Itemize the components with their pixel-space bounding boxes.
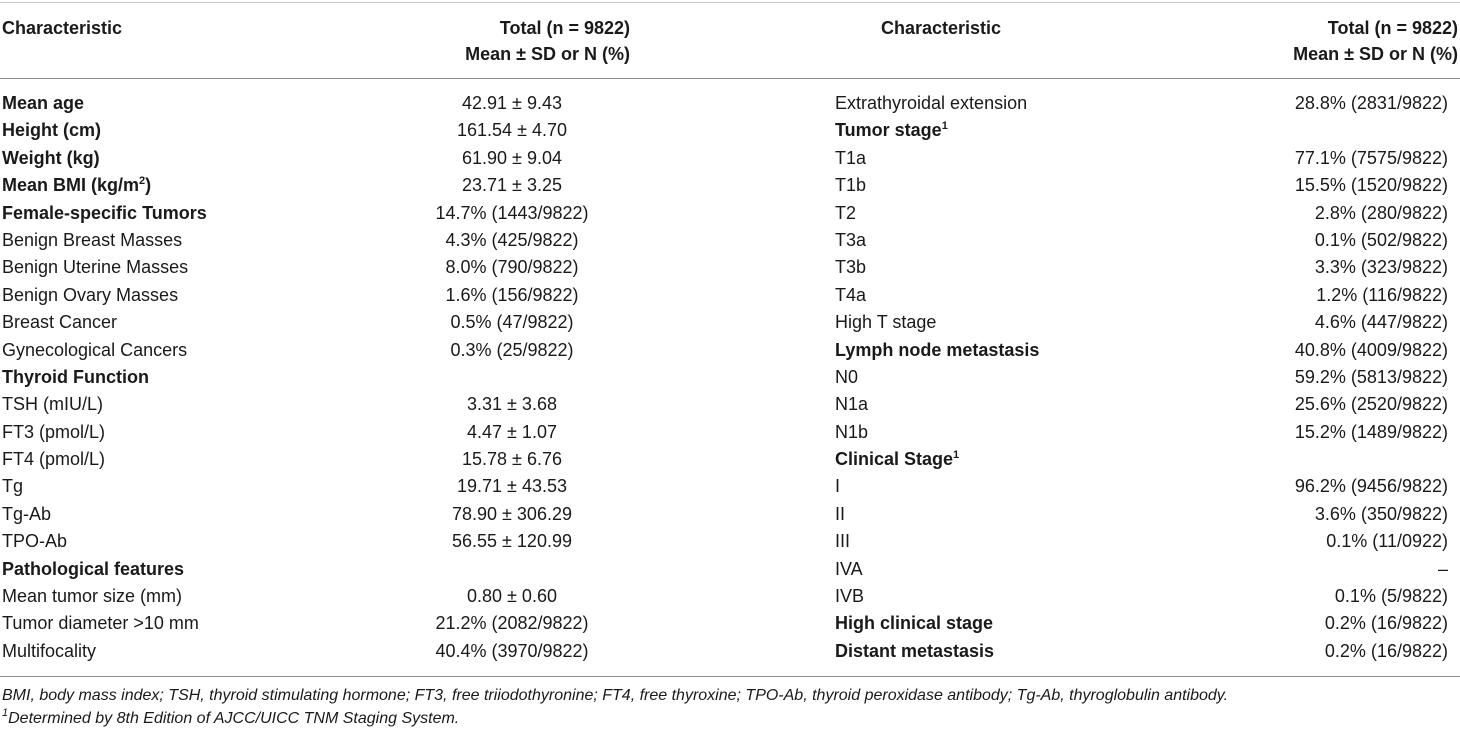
table-row	[2, 583, 642, 610]
table-row	[2, 528, 642, 555]
row-label-text: III	[835, 531, 851, 552]
left-column	[2, 90, 642, 665]
row-value: 14.7% (1443/9822)	[435, 202, 589, 223]
footnote-staging	[2, 708, 459, 730]
row-label	[835, 117, 948, 144]
row-label	[835, 556, 863, 583]
row-value: 15.5% (1520/9822)	[1294, 175, 1448, 196]
row-value: 23.71 ± 3.25	[462, 175, 562, 196]
row-label-text: Thyroid Function	[2, 366, 149, 387]
table-row	[835, 419, 1458, 446]
table-row	[2, 282, 642, 309]
row-label	[2, 583, 182, 610]
row-value: 0.2% (16/9822)	[1324, 640, 1448, 661]
row-label-text: Benign Ovary Masses	[2, 284, 179, 305]
table-row	[2, 90, 642, 117]
row-label	[2, 364, 149, 391]
table-row	[835, 227, 1458, 254]
row-label-text: I	[835, 476, 841, 497]
row-label	[2, 309, 117, 336]
row-label	[835, 254, 866, 281]
table-row	[835, 556, 1458, 583]
row-value: 61.90 ± 9.04	[462, 147, 562, 168]
table-row	[2, 446, 642, 473]
row-label	[2, 638, 96, 665]
row-label-text: Height (cm)	[2, 120, 101, 141]
row-label-text: Benign Uterine Masses	[2, 257, 189, 278]
row-value: 161.54 ± 4.70	[457, 120, 567, 141]
table-row	[835, 528, 1458, 555]
table-row	[2, 501, 642, 528]
row-label	[835, 528, 850, 555]
table-row	[835, 282, 1458, 309]
row-label	[2, 528, 67, 555]
row-label	[2, 254, 188, 281]
header-total-right	[1158, 15, 1458, 67]
table-row	[835, 200, 1458, 227]
row-label-superscript: 2	[139, 175, 146, 188]
row-value: 56.55 ± 120.99	[452, 531, 572, 552]
row-label	[2, 501, 51, 528]
row-label-suffix: )	[145, 175, 152, 196]
row-value: 25.6% (2520/9822)	[1294, 394, 1448, 415]
table-row	[2, 391, 642, 418]
row-label-text: High clinical stage	[835, 613, 994, 634]
row-value: 4.47 ± 1.07	[467, 421, 557, 442]
row-label	[2, 473, 23, 500]
header-total-left-line2: Mean ± SD or N (%)	[465, 44, 630, 64]
row-value: 78.90 ± 306.29	[452, 503, 572, 524]
row-label	[2, 145, 100, 172]
row-label	[835, 309, 936, 336]
header-rule	[0, 78, 1460, 79]
table-row	[2, 117, 642, 144]
table-row	[2, 254, 642, 281]
row-label	[2, 200, 207, 227]
row-label	[835, 446, 959, 473]
row-label	[835, 419, 868, 446]
row-label-text: FT4 (pmol/L)	[2, 449, 106, 470]
row-label-text: High T stage	[835, 312, 937, 333]
table-row	[2, 309, 642, 336]
table-row	[2, 638, 642, 665]
row-value: 96.2% (9456/9822)	[1294, 476, 1448, 497]
row-label-text: Extrathyroidal extension	[835, 93, 1028, 113]
row-label	[2, 610, 199, 637]
header-characteristic-right: Characteristic	[881, 18, 1002, 38]
table-row	[2, 364, 642, 391]
footnote-marker: 1	[2, 707, 9, 719]
row-label	[2, 337, 187, 364]
row-value: 3.31 ± 3.68	[467, 394, 557, 415]
row-value: 77.1% (7575/9822)	[1294, 147, 1448, 168]
table-row	[835, 391, 1458, 418]
row-label	[2, 446, 105, 473]
row-label-text: Tg	[2, 476, 24, 497]
row-label-text: Clinical Stage	[835, 449, 954, 470]
table-row	[835, 638, 1458, 665]
table-top-rule	[0, 2, 1460, 3]
row-label	[835, 501, 845, 528]
row-value: 28.8% (2831/9822)	[1294, 93, 1448, 113]
row-label-text: Tumor stage	[835, 120, 942, 141]
row-label	[835, 337, 1039, 364]
table-bottom-rule	[0, 676, 1460, 677]
row-label-text: Mean age	[2, 93, 85, 113]
row-label-text: Multifocality	[2, 640, 97, 661]
row-value: 40.4% (3970/9822)	[435, 640, 589, 661]
row-label	[835, 473, 840, 500]
row-value: 0.1% (5/9822)	[1334, 586, 1448, 607]
row-label	[2, 419, 105, 446]
row-value: 42.91 ± 9.43	[462, 93, 562, 113]
row-value: 40.8% (4009/9822)	[1294, 339, 1448, 360]
row-label-text: Pathological features	[2, 558, 185, 579]
row-value: 2.8% (280/9822)	[1314, 202, 1448, 223]
row-label	[2, 556, 184, 583]
row-value: 59.2% (5813/9822)	[1294, 366, 1448, 387]
row-label-text: Breast Cancer	[2, 312, 118, 333]
table-row	[835, 583, 1458, 610]
row-label-text: TSH (mIU/L)	[2, 394, 103, 415]
row-label	[2, 172, 151, 199]
row-label	[2, 227, 182, 254]
row-value: 0.3% (25/9822)	[450, 339, 574, 360]
header-total-left-line1: Total (n = 9822)	[499, 18, 630, 38]
table-row	[835, 364, 1458, 391]
table-row	[835, 90, 1458, 117]
table-row	[2, 172, 642, 199]
row-value: 3.3% (323/9822)	[1314, 257, 1448, 278]
footnote-abbreviations: BMI, body mass index; TSH, thyroid stimulating hormone; FT3, free triiodothyronine; FT4, free thyroxine; TPO-Ab, thyroid peroxidase antibody; Tg-Ab, thyroglobulin antibody.	[2, 687, 1229, 704]
row-label-text: Gynecological Cancers	[2, 339, 188, 360]
right-column	[835, 90, 1458, 665]
row-label	[2, 117, 101, 144]
table-row	[835, 117, 1458, 144]
table-row	[835, 610, 1458, 637]
table-row	[835, 254, 1458, 281]
row-label-text: IVB	[835, 586, 865, 607]
row-label	[835, 391, 868, 418]
row-value: 1.2% (116/9822)	[1316, 284, 1448, 305]
row-value: –	[1437, 558, 1448, 579]
row-label-superscript: 1	[941, 120, 948, 133]
row-label	[835, 610, 993, 637]
table-row	[2, 419, 642, 446]
row-label-text: Benign Breast Masses	[2, 229, 183, 250]
header-total-right-line1: Total (n = 9822)	[1327, 18, 1458, 38]
table-row	[835, 501, 1458, 528]
header-total-left	[330, 15, 630, 67]
row-label-text: T3a	[835, 229, 867, 250]
row-value: 15.2% (1489/9822)	[1294, 421, 1448, 442]
row-label-text: N1b	[835, 421, 869, 442]
row-value: 3.6% (350/9822)	[1314, 503, 1448, 524]
table-row	[835, 309, 1458, 336]
row-label	[835, 227, 866, 254]
row-label	[835, 90, 1027, 117]
table-row	[2, 473, 642, 500]
row-label	[835, 638, 994, 665]
header-characteristic-left: Characteristic	[2, 18, 123, 38]
row-label-text: N0	[835, 366, 859, 387]
row-value: 0.5% (47/9822)	[450, 312, 574, 333]
table-row	[835, 473, 1458, 500]
footnote-staging-text: Determined by 8th Edition of AJCC/UICC TNM Staging System.	[8, 710, 460, 727]
row-label	[2, 282, 178, 309]
table-row	[835, 446, 1458, 473]
row-label-text: T1b	[835, 175, 867, 196]
row-label	[835, 583, 864, 610]
row-label-superscript: 1	[953, 449, 960, 462]
row-value: 0.2% (16/9822)	[1324, 613, 1448, 634]
row-label-text: Female-specific Tumors	[2, 202, 207, 223]
row-label-text: FT3 (pmol/L)	[2, 421, 106, 442]
row-label	[835, 364, 858, 391]
row-value: 4.6% (447/9822)	[1314, 312, 1448, 333]
table-row	[2, 556, 642, 583]
row-value: 0.1% (11/0922)	[1326, 531, 1448, 552]
row-value: 21.2% (2082/9822)	[435, 613, 589, 634]
row-label-text: T2	[835, 202, 857, 223]
row-label	[2, 90, 84, 117]
row-label-text: Weight (kg)	[2, 147, 100, 168]
row-value: 0.1% (502/9822)	[1314, 229, 1448, 250]
row-label-text: Tg-Ab	[2, 503, 52, 524]
row-label-text: Distant metastasis	[835, 640, 995, 661]
row-value: 8.0% (790/9822)	[445, 257, 579, 278]
table-row	[2, 610, 642, 637]
row-label	[835, 172, 866, 199]
row-label	[835, 200, 856, 227]
table-row	[2, 200, 642, 227]
table-row	[2, 227, 642, 254]
row-label-text: IVA	[835, 558, 863, 579]
row-label-text: T4a	[835, 284, 867, 305]
table-row	[835, 337, 1458, 364]
row-label-text: TPO-Ab	[2, 531, 68, 552]
row-label	[835, 282, 866, 309]
row-label-text: II	[835, 503, 846, 524]
row-label-text: Tumor diameter >10 mm	[2, 613, 199, 634]
row-label-text: Mean BMI (kg/m	[2, 175, 140, 196]
row-value: 0.80 ± 0.60	[467, 586, 557, 607]
table-row	[835, 145, 1458, 172]
row-label-text: T1a	[835, 147, 867, 168]
row-label	[835, 145, 866, 172]
row-label-text: N1a	[835, 394, 869, 415]
row-value: 19.71 ± 43.53	[457, 476, 567, 497]
table-row	[2, 337, 642, 364]
row-value: 4.3% (425/9822)	[445, 229, 579, 250]
table-row	[835, 172, 1458, 199]
row-value: 1.6% (156/9822)	[445, 284, 579, 305]
row-label-text: Mean tumor size (mm)	[2, 586, 183, 607]
row-label-text: Lymph node metastasis	[835, 339, 1040, 360]
row-value: 15.78 ± 6.76	[462, 449, 562, 470]
table-row	[2, 145, 642, 172]
header-total-right-line2: Mean ± SD or N (%)	[1293, 44, 1458, 64]
row-label	[2, 391, 103, 418]
row-label-text: T3b	[835, 257, 867, 278]
